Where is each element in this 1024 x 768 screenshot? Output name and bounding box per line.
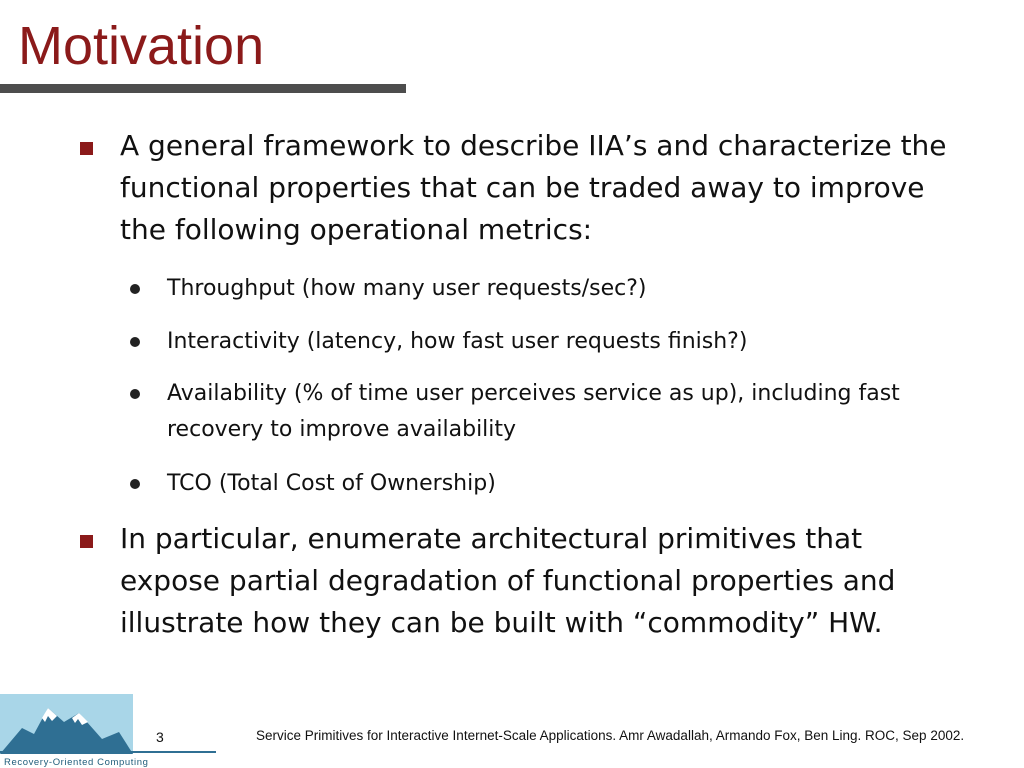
square-bullet-icon	[80, 142, 93, 155]
footer-citation: Service Primitives for Interactive Internet-Scale Applications. Amr Awadallah, Armando Fox, Ben Ling. ROC, Sep 2002.	[256, 728, 965, 743]
roc-mountain-logo-icon	[0, 694, 216, 768]
round-bullet-icon	[130, 389, 140, 399]
logo-divider	[0, 751, 216, 753]
slide-title: Motivation	[18, 16, 265, 76]
main-bullet-2: In particular, enumerate architectural primitives that expose partial degradation of functional properties and illustrate how they can be built with “commodity” HW.	[120, 522, 896, 639]
round-bullet-icon	[130, 337, 140, 347]
square-bullet-icon	[80, 535, 93, 548]
sub-bullet-availability: Availability (% of time user perceives service as up), including fast recovery to improve availability	[167, 381, 900, 442]
logo-text: Recovery-Oriented Computing	[4, 757, 149, 768]
sub-bullet-throughput: Throughput (how many user requests/sec?)	[167, 276, 647, 301]
page-number: 3	[156, 729, 164, 745]
round-bullet-icon	[130, 479, 140, 489]
round-bullet-icon	[130, 284, 140, 294]
sub-bullet-tco: TCO (Total Cost of Ownership)	[167, 471, 496, 496]
main-bullet-1: A general framework to describe IIA’s and characterize the functional properties that can be traded away to improve the following operational metrics:	[120, 129, 947, 246]
sub-bullet-interactivity: Interactivity (latency, how fast user requests finish?)	[167, 329, 748, 354]
